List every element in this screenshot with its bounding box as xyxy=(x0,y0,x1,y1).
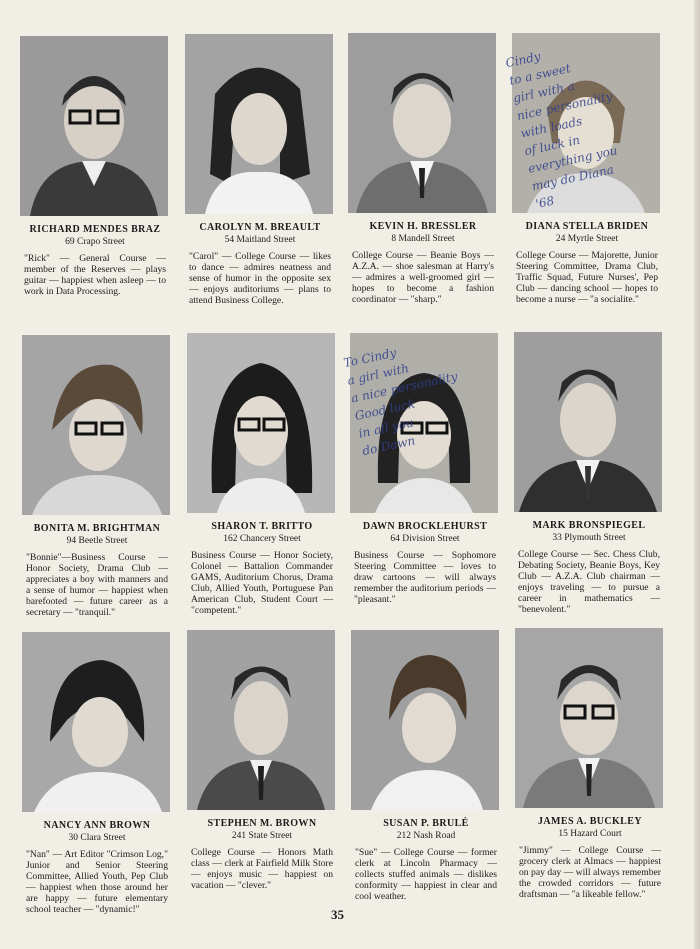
portrait-photo xyxy=(22,632,170,812)
portrait-photo xyxy=(514,332,662,512)
senior-entry xyxy=(348,33,513,305)
student-address: 54 Maitland Street xyxy=(224,235,296,245)
senior-entry xyxy=(22,335,187,618)
student-address: 30 Clara Street xyxy=(68,833,126,843)
student-address: 8 Mandell Street xyxy=(391,234,455,244)
student-name: MARK BRONSPIEGEL xyxy=(532,520,646,531)
student-name: CAROLYN M. BREAULT xyxy=(199,222,321,233)
student-address: 15 Hazard Court xyxy=(558,829,622,839)
student-address: 94 Beetle Street xyxy=(66,536,128,546)
portrait-photo xyxy=(22,335,170,515)
student-bio: "Nan" — Art Editor "Crimson Log," Junior and Senior Steering Committee, Allied Youth, Pep Club — happiest when those around her are happy — future elementary school teacher — "dynamic!" xyxy=(26,849,168,915)
student-bio: "Jimmy" — College Course — grocery clerk at Almacs — happiest on pay day — will always remember the crowded corridors — future draftsman — "a likeable fellow." xyxy=(519,845,661,900)
student-address: 241 State Street xyxy=(231,831,293,841)
student-address: 212 Nash Road xyxy=(396,831,456,841)
portrait-photo xyxy=(504,33,660,213)
senior-entry xyxy=(504,33,677,305)
student-name: SUSAN P. BRULÉ xyxy=(383,818,469,829)
portrait-photo xyxy=(20,36,168,216)
page-number: 35 xyxy=(331,907,344,922)
portrait-photo xyxy=(187,333,335,513)
student-bio: "Rick" — General Course — member of the Reserves — plays guitar — happiest when asleep — to work in Data Processing. xyxy=(24,253,166,297)
handwritten-inscription: Cindy to a sweet girl with a nice personality with loads of luck in everything you may do Diana '68 xyxy=(504,49,619,212)
student-address: 162 Chancery Street xyxy=(223,534,301,544)
portrait-photo xyxy=(187,630,335,810)
student-address: 69 Crapo Street xyxy=(65,237,125,247)
student-address: 33 Plymouth Street xyxy=(552,533,626,543)
student-bio: College Course — Majorette, Junior Steering Committee, Drama Club, Traffic Squad, Future Nurses', Pep Club — dancing school — hopes to become a nurse — "a socialite." xyxy=(516,250,658,305)
student-bio: "Bonnie"—Business Course — Honor Society, Drama Club — appreciates a boy with manners and a sense of humor — happiest when barefooted — future career as a secretary — "tranquil." xyxy=(26,552,168,618)
student-name: RICHARD MENDES BRAZ xyxy=(29,224,161,235)
student-bio: Business Course — Sophomore Steering Committee — loves to draw cartoons — will always remember the auditorium periods — "pleasant." xyxy=(354,550,496,605)
senior-entry xyxy=(342,333,515,605)
senior-entry xyxy=(187,630,352,891)
senior-entry xyxy=(515,628,680,900)
student-name: DIANA STELLA BRIDEN xyxy=(525,221,649,232)
senior-entry xyxy=(351,630,516,902)
student-bio: "Carol" — College Course — likes to dance — admires neatness and sense of humor in the opposite sex — enjoys auditoriums — plans to attend Business College. xyxy=(189,251,331,306)
senior-entry xyxy=(187,333,352,616)
senior-entry xyxy=(514,332,679,615)
portrait-photo xyxy=(185,34,333,214)
student-bio: College Course — Sec. Chess Club, Debating Society, Beanie Boys, Key Club — A.Z.A. Club chairman — enjoys traveling — to pursue a career in mathematics — "benevolent." xyxy=(518,549,660,615)
senior-entry xyxy=(20,36,185,297)
handwritten-inscription: To Cindy a girl with a nice personality Good luck in all you do Dawn xyxy=(342,345,459,459)
portrait-photo xyxy=(342,333,498,513)
student-name: NANCY ANN BROWN xyxy=(43,820,151,831)
student-address: 64 Division Street xyxy=(390,534,460,544)
senior-entry xyxy=(185,34,350,306)
student-name: STEPHEN M. BROWN xyxy=(207,818,317,829)
student-name: DAWN BROCKLEHURST xyxy=(362,521,488,532)
senior-entry xyxy=(22,632,187,915)
portrait-photo xyxy=(348,33,496,213)
student-name: KEVIN H. BRESSLER xyxy=(369,221,477,232)
portrait-photo xyxy=(351,630,499,810)
student-address: 24 Myrtle Street xyxy=(555,234,619,244)
student-name: JAMES A. BUCKLEY xyxy=(538,816,642,827)
student-bio: College Course — Beanie Boys — A.Z.A. — shoe salesman at Harry's — admires a well-groomed girl — hopes to become a fashion coordinator — "sharp." xyxy=(352,250,494,305)
student-bio: College Course — Honors Math class — clerk at Fairfield Milk Store — enjoys music — happiest on vacation — "clever." xyxy=(191,847,333,891)
page-edge-shadow xyxy=(694,0,700,949)
portrait-photo xyxy=(515,628,663,808)
student-bio: Business Course — Honor Society, Colonel — Battalion Commander GAMS, Auditorium Chorus, Drama Club, Allied Youth, Portuguese Pan American Club, Student Court — "competent." xyxy=(191,550,333,616)
student-name: SHARON T. BRITTO xyxy=(211,521,313,532)
student-bio: "Sue" — College Course — former clerk at Lincoln Pharmacy — collects stuffed animals — dislikes conformity — happiest in clear and cool weather. xyxy=(355,847,497,902)
student-name: BONITA M. BRIGHTMAN xyxy=(33,523,161,534)
